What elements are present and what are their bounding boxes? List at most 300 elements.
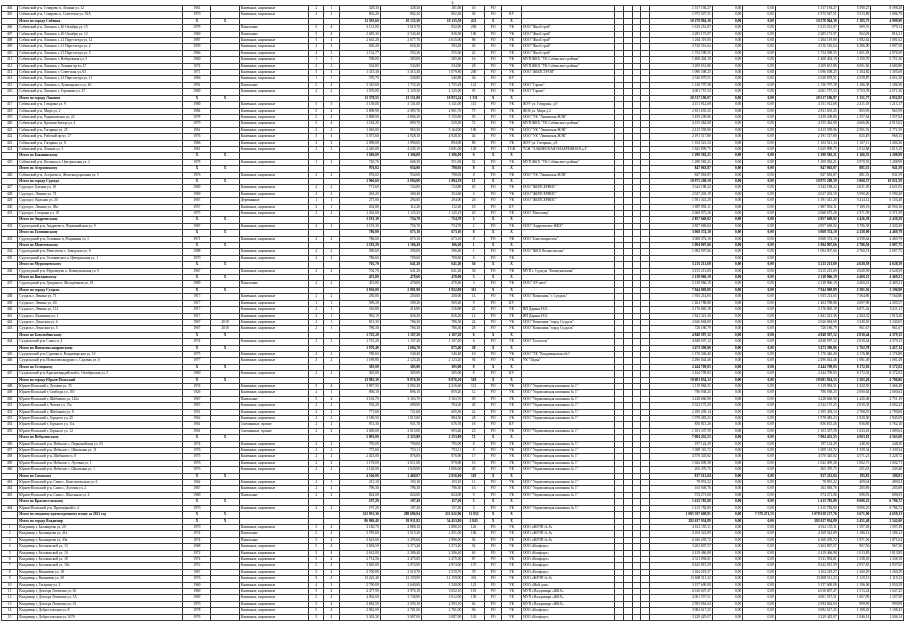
- table-cell: 13 131,00: [380, 95, 421, 101]
- table-cell: 0,00: [743, 595, 776, 601]
- table-cell: 754,70: [422, 223, 463, 229]
- table-cell: 36: [463, 268, 485, 274]
- table-cell: 197,20: [339, 505, 380, 511]
- table-cell: Итого по Асерховскому: [18, 166, 183, 172]
- table-cell: 1 305,69: [871, 70, 904, 76]
- table-cell: 702,70: [339, 262, 380, 268]
- table-cell: 0,00: [712, 499, 742, 505]
- table-cell: 709,60: [380, 255, 421, 261]
- table-cell: 1978: [183, 25, 211, 31]
- table-cell: 509,20: [339, 300, 380, 306]
- table-cell: 316,80: [422, 307, 463, 313]
- table-cell: 3 209 651,86: [775, 63, 838, 69]
- table-cell: 396,60: [339, 249, 380, 255]
- table-cell: Каменные, кирпичные: [239, 409, 308, 415]
- table-cell: 4: [324, 601, 339, 607]
- table-cell: 555,36: [380, 50, 421, 56]
- table-cell: 78 991,22: [649, 480, 712, 486]
- table-cell: 478,60: [380, 275, 421, 281]
- table-cell: 2: [309, 191, 324, 197]
- table-cell: 2018: [211, 326, 239, 332]
- table-cell: 876,00: [422, 454, 463, 460]
- table-cell: 0,00: [743, 416, 776, 422]
- table-cell: 726,70: [339, 159, 380, 165]
- table-cell: Панельные: [239, 537, 308, 543]
- table-cell: 1962: [183, 480, 211, 486]
- table-cell: Каменные, кирпичные: [239, 601, 308, 607]
- table-cell: 2: [324, 140, 339, 146]
- table-cell: [632, 614, 641, 620]
- table-cell: 42: [463, 50, 485, 56]
- table-cell: Х: [211, 230, 239, 236]
- table-cell: 0,00: [712, 454, 742, 460]
- table-cell: 1989: [183, 281, 211, 287]
- table-cell: ООО "ЖилСтрой": [521, 44, 614, 50]
- table-cell: 414: [2, 76, 18, 82]
- table-cell: 2 070,55: [838, 159, 871, 165]
- table-cell: РО: [484, 249, 501, 255]
- table-cell: 0,00: [743, 441, 776, 447]
- table-cell: 896,10: [339, 390, 380, 396]
- table-cell: 0,00: [743, 351, 776, 357]
- table-cell: 1 755,28: [380, 82, 421, 88]
- table-cell: 2: [309, 486, 324, 492]
- table-cell: ООО «Комфорт»: [521, 608, 614, 614]
- table-cell: 8 598,20: [871, 6, 904, 12]
- table-cell: Каменные, кирпичные: [239, 326, 308, 332]
- table-cell: 0,00: [712, 582, 742, 588]
- table-cell: 0,00: [743, 255, 776, 261]
- table-cell: 2 781,00: [422, 608, 463, 614]
- table-cell: 433: [2, 236, 18, 242]
- table-cell: УК: [502, 102, 522, 108]
- table-cell: 0,00: [712, 18, 742, 24]
- table-cell: 1 042 009,38: [775, 460, 838, 466]
- table-cell: 4 628,59: [838, 262, 871, 268]
- table-cell: РО: [484, 294, 501, 300]
- table-cell: 13: [2, 601, 18, 607]
- table-cell: 0,00: [712, 614, 742, 620]
- table-cell: 3: [463, 275, 485, 281]
- table-cell: 251,63: [838, 467, 871, 473]
- table-cell: Суздальский р-н, Сокол п, 4: [18, 339, 183, 345]
- table-cell: 509,20: [422, 300, 463, 306]
- table-cell: 968,15: [871, 134, 904, 140]
- table-cell: 0,00: [712, 70, 742, 76]
- table-cell: УК: [502, 460, 522, 466]
- table-cell: 2: [309, 390, 324, 396]
- table-cell: ООО "ЖИЛСЕРВИС": [521, 191, 614, 197]
- table-cell: 1 103 337,59: [775, 428, 838, 434]
- table-cell: 9 006,25: [838, 499, 871, 505]
- table-cell: УК: [502, 249, 522, 255]
- table-cell: РО: [484, 44, 501, 50]
- table-cell: 4 600,80: [871, 63, 904, 69]
- table-cell: 0,00: [743, 281, 776, 287]
- table-cell: Юрьев-Польский г, Горького ул, 12: [18, 428, 183, 434]
- table-cell: 702,70: [339, 268, 380, 274]
- table-cell: 5: [309, 595, 324, 601]
- table-cell: 28: [463, 416, 485, 422]
- table-cell: 2 353,80: [422, 435, 463, 441]
- table-cell: 0,00: [743, 300, 776, 306]
- table-cell: 0,00: [712, 473, 742, 479]
- table-cell: РО: [484, 531, 501, 537]
- table-cell: ООО «Комфорт»: [521, 563, 614, 569]
- table-cell: Панельные: [239, 25, 308, 31]
- table-cell: Итого по сводному краткосрочному плану за 2021 год: [18, 512, 183, 518]
- table-cell: 7 944 969,89: [775, 287, 838, 293]
- table-cell: 1 067,99: [838, 595, 871, 601]
- table-cell: 0,00: [743, 211, 776, 217]
- table-cell: 0,00: [712, 319, 742, 325]
- table-cell: Итого по Муромцевскому: [18, 262, 183, 268]
- table-cell: Х: [183, 230, 211, 236]
- table-cell: 3 542,60: [871, 518, 904, 524]
- table-cell: Каменные, кирпичные: [239, 268, 308, 274]
- table-cell: 193,10: [380, 480, 421, 486]
- table-cell: 354,60: [422, 191, 463, 197]
- table-cell: Х: [183, 512, 211, 518]
- table-cell: 0,00: [712, 588, 742, 594]
- table-cell: 0,00: [712, 134, 742, 140]
- table-cell: 0,00: [712, 313, 742, 319]
- table-cell: ООО "Гарант": [521, 89, 614, 95]
- table-cell: 0,00: [712, 31, 742, 37]
- table-cell: 3 373,20: [422, 544, 463, 550]
- table-cell: 4 166,00: [339, 473, 380, 479]
- table-cell: 2 444 709,83: [775, 371, 838, 377]
- table-cell: РО: [484, 569, 501, 575]
- table-cell: 0,00: [712, 230, 742, 236]
- table-cell: 2 000,00: [339, 428, 380, 434]
- table-cell: 3 342 188,22: [649, 185, 712, 191]
- table-cell: 2 011,00: [380, 460, 421, 466]
- table-cell: 1 978 483,23: [649, 416, 712, 422]
- table-cell: 1 357,64: [838, 114, 871, 120]
- table-cell: УК: [502, 89, 522, 95]
- table-cell: 0,00: [712, 243, 742, 249]
- table-cell: 1 015,00: [380, 416, 421, 422]
- table-cell: 1 046,14: [871, 614, 904, 620]
- table-cell: 0,00: [712, 339, 742, 345]
- table-cell: 673,10: [380, 230, 421, 236]
- table-cell: 62: [463, 601, 485, 607]
- table-cell: 875,40: [422, 345, 463, 351]
- table-cell: 1917: [183, 307, 211, 313]
- table-cell: 275,00: [339, 198, 380, 204]
- table-cell: ООО "ЖИЛСТРОЙ": [521, 70, 614, 76]
- table-cell: Каменные, кирпичные: [239, 249, 308, 255]
- table-cell: 4: [324, 537, 339, 543]
- table-cell: 2 322 175,25: [775, 403, 838, 409]
- table-cell: Каменные, кирпичные: [239, 204, 308, 210]
- table-cell: 5: [309, 25, 324, 31]
- table-cell: Х: [211, 435, 239, 441]
- table-cell: 100: [463, 31, 485, 37]
- table-cell: 1 107,20: [422, 339, 463, 345]
- table-cell: 2 413 359,96: [649, 127, 712, 133]
- table-cell: 2 700,80: [339, 569, 380, 575]
- table-cell: 1 929,30: [838, 416, 871, 422]
- table-cell: 4 848 597,12: [649, 332, 712, 338]
- table-cell: УК: [502, 114, 522, 120]
- table-cell: 1: [324, 307, 339, 313]
- table-cell: 1969: [183, 595, 211, 601]
- table-cell: 1 615 251,87: [649, 25, 712, 31]
- table-cell: 4 379,15: [871, 332, 904, 338]
- table-cell: 0,00: [712, 159, 742, 165]
- table-cell: УК: [502, 82, 522, 88]
- table-cell: 6 166 295,72: [649, 537, 712, 543]
- table-cell: 1: [324, 480, 339, 486]
- table-cell: 1 125,25: [422, 211, 463, 217]
- table-cell: Итого по городу Юрьев-Польский: [18, 377, 183, 383]
- table-cell: 802,20: [339, 12, 380, 18]
- table-cell: 3 150,70: [838, 57, 871, 63]
- table-cell: 363,20: [339, 191, 380, 197]
- table-cell: 2: [309, 319, 324, 325]
- table-cell: 305,00: [422, 371, 463, 377]
- table-cell: Итого по городу Собинка: [18, 18, 183, 24]
- table-cell: 2: [309, 6, 324, 12]
- table-cell: 8: [463, 166, 485, 172]
- table-cell: УК: [502, 140, 522, 146]
- table-cell: ООО "Управляющая компания № 1": [521, 403, 614, 409]
- table-cell: 0,00: [712, 82, 742, 88]
- table-cell: 2 510,70: [380, 569, 421, 575]
- table-cell: РО: [484, 601, 501, 607]
- table-cell: 294,00: [422, 198, 463, 204]
- table-cell: 4 003,81: [838, 435, 871, 441]
- table-cell: 1976: [183, 172, 211, 178]
- table-cell: Каменные, кирпичные: [239, 44, 308, 50]
- table-cell: 0,00: [743, 339, 776, 345]
- table-cell: 0,00: [712, 422, 742, 428]
- table-cell: Х: [211, 345, 239, 351]
- table-cell: Юрьев-Польский р-н, Приозерный п, 4: [18, 505, 183, 511]
- table-cell: 641,20: [422, 262, 463, 268]
- table-cell: 4: [324, 38, 339, 44]
- table-cell: 2 444 709,83: [649, 371, 712, 377]
- table-cell: УК: [502, 492, 522, 498]
- table-cell: Х: [502, 364, 522, 370]
- table-cell: РО: [484, 6, 501, 12]
- table-cell: 157,20: [422, 505, 463, 511]
- table-cell: 2: [309, 172, 324, 178]
- table-cell: 984,30: [422, 416, 463, 422]
- table-cell: 3: [324, 339, 339, 345]
- table-cell: 454: [2, 422, 18, 428]
- table-cell: 6: [463, 332, 485, 338]
- table-cell: 0,00: [743, 467, 776, 473]
- table-cell: Каменные, кирпичные: [239, 576, 308, 582]
- table-cell: 786,30: [380, 319, 421, 325]
- table-cell: 5: [309, 38, 324, 44]
- table-cell: Каменные, кирпичные: [239, 454, 308, 460]
- table-cell: 1917: [183, 294, 211, 300]
- table-cell: 1 004,70: [380, 345, 421, 351]
- table-cell: КУ: [502, 422, 522, 428]
- table-cell: 1 290 582,21: [649, 153, 712, 159]
- table-cell: 2 626 684,69: [649, 319, 712, 325]
- table-cell: ИП Дарьин Н.О.: [521, 313, 614, 319]
- table-cell: 10 975 208,59: [775, 178, 838, 184]
- table-cell: 197 124,29: [649, 441, 712, 447]
- table-cell: 1 339,34: [871, 448, 904, 454]
- table-cell: 412: [2, 63, 18, 69]
- table-cell: 1: [324, 76, 339, 82]
- table-cell: УК: [502, 198, 522, 204]
- table-cell: 0,00: [743, 198, 776, 204]
- table-cell: 1: [309, 300, 324, 306]
- table-cell: Каменные, кирпичные: [239, 294, 308, 300]
- table-cell: 396,60: [380, 249, 421, 255]
- table-cell: 2 386,40: [422, 550, 463, 556]
- table-cell: Х: [484, 435, 501, 441]
- table-cell: РО: [484, 255, 501, 261]
- table-cell: 1 339,34: [838, 448, 871, 454]
- table-cell: Юрьев-Польский г, Шибанова ул, 8: [18, 409, 183, 415]
- table-cell: 128: [463, 146, 485, 152]
- table-cell: 1969: [183, 588, 211, 594]
- table-cell: 0,00: [712, 57, 742, 63]
- table-cell: 449: [2, 390, 18, 396]
- table-cell: 1972: [183, 550, 211, 556]
- table-cell: 979,14: [871, 25, 904, 31]
- table-cell: 4 928,10: [380, 134, 421, 140]
- table-cell: Итого по Красносельскому: [18, 499, 183, 505]
- table-cell: 2: [309, 505, 324, 511]
- table-cell: Владимир г, Балакирева ул, 20: [18, 524, 183, 530]
- table-cell: 0,00: [712, 435, 742, 441]
- table-cell: 0,00: [712, 403, 742, 409]
- table-cell: 1960: [183, 582, 211, 588]
- table-cell: 676,70: [422, 422, 463, 428]
- table-cell: 2: [324, 191, 339, 197]
- table-cell: 3 623,60: [339, 537, 380, 543]
- table-cell: 4: [324, 383, 339, 389]
- table-cell: 248,30: [871, 441, 904, 447]
- table-cell: 0,00: [743, 480, 776, 486]
- table-cell: 5: [309, 108, 324, 114]
- table-cell: Х: [502, 230, 522, 236]
- table-cell: 2: [309, 313, 324, 319]
- table-cell: 1 625 899,75: [649, 146, 712, 152]
- table-cell: 0,00: [743, 159, 776, 165]
- table-cell: 941,59: [871, 166, 904, 172]
- table-cell: 478,60: [422, 281, 463, 287]
- table-cell: Х: [484, 364, 501, 370]
- table-cell: 0,00: [743, 371, 776, 377]
- table-cell: 1975: [183, 211, 211, 217]
- table-cell: 316,80: [339, 307, 380, 313]
- table-cell: 0,00: [712, 364, 742, 370]
- table-cell: 1966: [183, 140, 211, 146]
- table-cell: 1976: [183, 448, 211, 454]
- table-cell: 26: [463, 198, 485, 204]
- table-cell: Судогодский р-н, Муромцево п, Коммунальная ул, 9: [18, 268, 183, 274]
- table-cell: Х: [502, 275, 522, 281]
- table-cell: Каменные, кирпичные: [239, 550, 308, 556]
- table-cell: 2: [324, 448, 339, 454]
- table-cell: ООО "УК "Лакинская ЖЭК": [521, 134, 614, 140]
- table-cell: РО: [484, 159, 501, 165]
- table-cell: УК: [502, 134, 522, 140]
- table-cell: 3 163,70: [339, 396, 380, 402]
- table-cell: 4 151 912,68: [649, 102, 712, 108]
- table-cell: 0,00: [712, 140, 742, 146]
- table-cell: Х: [183, 345, 211, 351]
- table-cell: 2: [309, 307, 324, 313]
- table-cell: ООО "Управляющая компания № 1": [521, 416, 614, 422]
- table-cell: 0,00: [743, 473, 776, 479]
- table-cell: 8: [463, 172, 485, 178]
- table-cell: 4 806,30: [380, 114, 421, 120]
- table-cell: 11: [463, 480, 485, 486]
- table-cell: 5: [309, 563, 324, 569]
- table-cell: 2: [309, 249, 324, 255]
- table-cell: Х: [183, 217, 211, 223]
- table-cell: Собинский р-н, Ставрово п, Ленина ул, 12: [18, 6, 183, 12]
- table-cell: 0,00: [743, 140, 776, 146]
- table-cell: 44: [463, 134, 485, 140]
- table-cell: 86 086,40: [339, 518, 380, 524]
- table-cell: 3 157 600,00: [649, 582, 712, 588]
- table-cell: 123: [463, 82, 485, 88]
- table-cell: Каменные, кирпичные: [239, 416, 308, 422]
- table-cell: Каменные, кирпичные: [239, 403, 308, 409]
- table-cell: 2: [324, 159, 339, 165]
- table-cell: 248,30: [838, 441, 871, 447]
- table-cell: 2: [309, 422, 324, 428]
- table-cell: 999,99: [871, 601, 904, 607]
- table-cell: УК: [502, 601, 522, 607]
- table-cell: 1957: [183, 204, 211, 210]
- table-cell: 4 848 597,12: [775, 332, 838, 338]
- table-cell: 305,00: [339, 371, 380, 377]
- table-cell: 3 753,78: [838, 89, 871, 95]
- table-cell: 1 108,45: [838, 608, 871, 614]
- table-cell: РО: [484, 198, 501, 204]
- table-cell: РО: [484, 50, 501, 56]
- table-cell: 2: [309, 268, 324, 274]
- table-cell: 962,09: [838, 31, 871, 37]
- table-cell: 0,00: [712, 396, 742, 402]
- table-cell: 2 520 079,51: [649, 76, 712, 82]
- table-cell: Каменные, кирпичные: [239, 211, 308, 217]
- table-cell: 2 444 709,83: [649, 364, 712, 370]
- table-cell: 410: [2, 50, 18, 56]
- table-cell: 2: [309, 492, 324, 498]
- table-cell: 0,00: [712, 249, 742, 255]
- table-cell: 1 107,20: [380, 339, 421, 345]
- table-cell: 4 151 912,68: [775, 102, 838, 108]
- table-cell: УК: [502, 127, 522, 133]
- table-cell: Х: [211, 217, 239, 223]
- table-cell: Смешанные, прочие: [239, 428, 308, 434]
- table-cell: ООО "Благотворитель": [521, 236, 614, 242]
- table-cell: 23: [463, 428, 485, 434]
- table-cell: Судогодский р-н, Головино п, Рощинная ул, 1: [18, 236, 183, 242]
- table-cell: 2: [309, 371, 324, 377]
- table-cell: [211, 614, 239, 620]
- table-cell: 2 985,70: [380, 108, 421, 114]
- table-cell: Собинский р-н, Колокша п, Центральная ул, 2: [18, 159, 183, 165]
- table-cell: 856 815,26: [649, 422, 712, 428]
- table-cell: 1: [2, 524, 18, 530]
- table-cell: Х: [211, 243, 239, 249]
